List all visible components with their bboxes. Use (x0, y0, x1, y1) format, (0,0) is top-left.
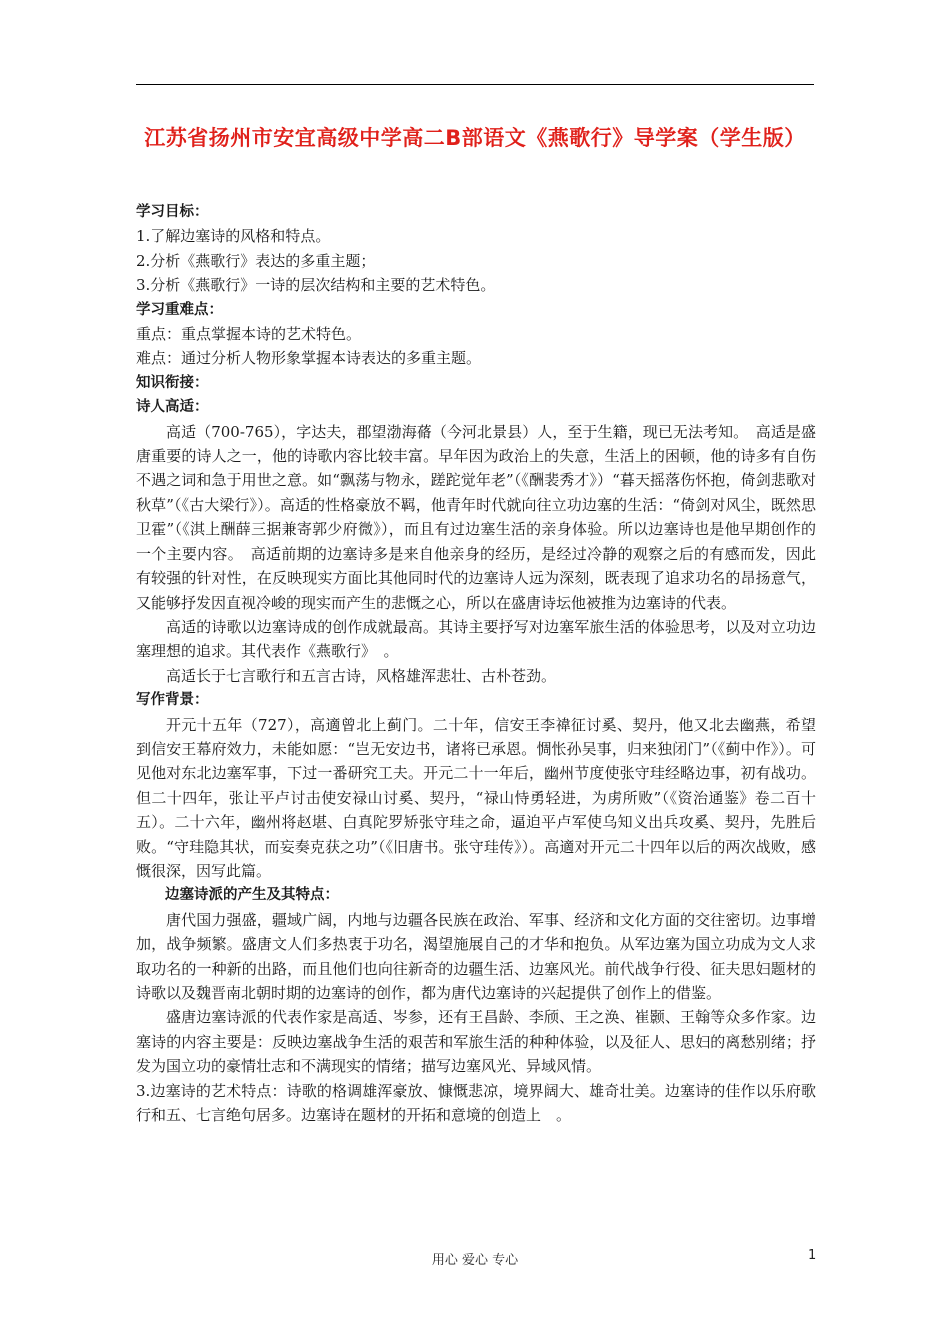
knowledge-heading: 知识衔接： (136, 374, 209, 391)
footer-motto: 用心 爱心 专心 (431, 1253, 519, 1268)
background-paragraph: 开元十五年（727），高適曾北上蓟门。二十年，信安王李禕征讨奚、契丹，他又北去幽燕，希望到信安王幕府效力，未能如愿：“岂无安边书，诸将已承恩。惆怅孙吴事，归来独闭门”（《蓟中作》）。可见他对东北边塞军事，下过一番研究工夫。开元二十一年后，幽州节度使张守珪经略边事，初有战功。但二十四年，张让平卢讨击使安禄山讨奚、契丹，“禄山恃勇轻进，为虏所败”（《资治通鉴》卷二百十五）。二十六年，幽州将赵堪、白真陀罗矫张守珪之命，逼迫平卢军使乌知义出兵攻奚、契丹，先胜后败。“守珪隐其状，而妄奏克获之功”（《旧唐书。张守珪传》）。高適对开元二十四年以后的两次战败，感慨很深，因写此篇。 (136, 715, 816, 880)
key-point-focus: 重点：重点掌握本诗的艺术特色。 (136, 325, 362, 344)
school-paragraph-2: 盛唐边塞诗派的代表作家是高适、岑参，还有王昌龄、李颀、王之涣、崔颢、王翰等众多作家。边塞诗的内容主要是：反映边塞战争生活的艰苦和军旅生活的种种体验，以及征人、思妇的离愁别绪；抒发为国立功的豪情壮志和不满现实的情绪；描写边塞风光、异域风情。 (136, 1008, 816, 1076)
poet-paragraph-2: 高适的诗歌以边塞诗成的创作成就最高。其诗主要抒写对边塞军旅生活的体验思考，以及对立功边塞理想的追求。其代表作《燕歌行》 。 (136, 617, 816, 661)
goal-item-3: 3.分析《燕歌行》一诗的层次结构和主要的艺术特色。 (136, 276, 496, 295)
goal-item-2: 2.分析《燕歌行》表达的多重主题； (136, 251, 376, 270)
goal-item-1: 1.了解边塞诗的风格和特点。 (136, 227, 331, 246)
document-body (136, 200, 816, 1127)
poet-paragraph-1: 高适（700-765），字达夫，郡望渤海蓨（今河北景县）人，至于生籍，现已无法考知。 高适是盛唐重要的诗人之一，他的诗歌内容比较丰富。早年因为政治上的失意，生活上的困顿，他的诗多有自伤不遇之词和急于用世之意。如“飘荡与物永，蹉跎觉年老”（《酬裴秀才》）“暮天摇落伤怀抱，倚剑悲歌对秋草”（《古大梁行》）。高适的性格豪放不羁，他青年时代就向往立功边塞的生活：“倚剑对风尘，既然思卫霍”（《淇上酬薛三据兼寄郭少府微》），而且有过边塞生活的亲身体验。所以边塞诗也是他早期创作的一个主要内容。 高适前期的边塞诗多是来自他亲身的经历，是经过冷静的观察之后的有感而发，因此有较强的针对性，在反映现实方面比其他同时代的边塞诗人远为深刻，既表现了追求功名的昂扬意气，又能够抒发因直视冷峻的现实而产生的悲慨之心，所以在盛唐诗坛他被推为边塞诗的代表。 (136, 422, 816, 612)
key-point-difficulty: 难点：通过分析人物形象掌握本诗表达的多重主题。 (136, 349, 482, 368)
school-heading: 边塞诗派的产生及其特点： (165, 887, 339, 904)
poet-paragraph-3: 高适长于七言歌行和五言古诗，风格雄浑悲壮、古朴苍劲。 (166, 666, 557, 685)
school-paragraph-1: 唐代国力强盛，疆域广阔，内地与边疆各民族在政治、军事、经济和文化方面的交往密切。边事增加，战争频繁。盛唐文人们多热衷于功名，渴望施展自己的才华和抱负。从军边塞为国立功成为文人求取功名的一种新的出路，而且他们也向往新奇的边疆生活、边塞风光。前代战争行役、征夫思妇题材的诗歌以及魏晋南北朝时期的边塞诗的创作，都为唐代边塞诗的兴起提供了创作上的借鉴。 (136, 910, 816, 1002)
key-points-heading: 学习重难点： (136, 301, 223, 318)
background-heading: 写作背景： (136, 692, 209, 709)
art-features-paragraph: 3.边塞诗的艺术特点：诗歌的格调雄浑豪放、慷慨悲凉，境界阔大、雄奇壮美。边塞诗的佳作以乐府歌行和五、七言绝句居多。边塞诗在题材的开拓和意境的创造上 。 (136, 1081, 816, 1125)
header-rule (136, 84, 814, 85)
document-title: 江苏省扬州市安宜高级中学高二B部语文《燕歌行》导学案（学生版） (144, 126, 806, 150)
goals-heading: 学习目标： (136, 204, 209, 220)
page-number: 1 (808, 1248, 817, 1263)
poet-heading: 诗人高适： (136, 399, 209, 416)
